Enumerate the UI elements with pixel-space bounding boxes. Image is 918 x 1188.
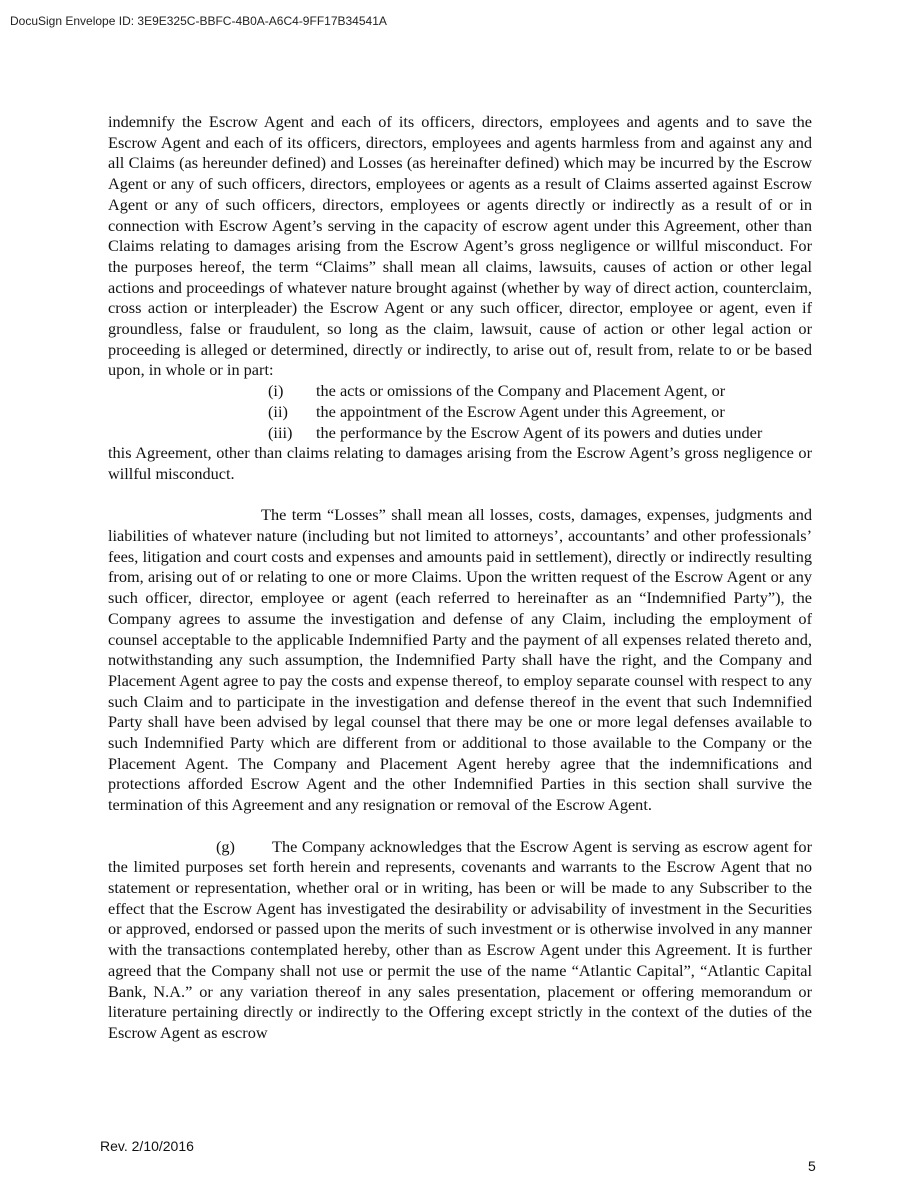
list-item-text: the appointment of the Escrow Agent under this Agreement, or <box>316 401 725 421</box>
list-item-number: (iii) <box>268 422 293 442</box>
list-item-ii <box>108 402 812 423</box>
claims-continuation: this Agreement, other than claims relating to damages arising from the Escrow Agent’s gross negligence or willful misconduct. <box>108 443 812 483</box>
envelope-id: DocuSign Envelope ID: 3E9E325C-BBFC-4B0A-A6C4-9FF17B34541A <box>10 14 387 28</box>
list-item-text: the acts or omissions of the Company and Placement Agent, or <box>316 381 726 401</box>
page-number: 5 <box>808 1158 816 1174</box>
list-item-number: (ii) <box>268 401 288 421</box>
list-item-text: the performance by the Escrow Agent of its powers and duties under <box>316 422 763 442</box>
list-item-i <box>108 381 812 402</box>
losses-paragraph: The term “Losses” shall mean all losses, costs, damages, expenses, judgments and liabilities of whatever nature (including but not limited to attorneys’, accountants’ and other professionals’ fees, litigation and court costs and expenses and amounts paid in settlement), directly or indirectly resulting from, arising out of or relating to one or more Claims. Upon the written request of the Escrow Agent or any such officer, director, employee or agent (each referred to hereinafter as an “Indemnified Party”), the Company agrees to assume the investigation and defense of any Claim, including the employment of counsel acceptable to the applicable Indemnified Party and the payment of all expenses related thereto and, notwithstanding any such assumption, the Indemnified Party shall have the right, and the Company and Placement Agent agree to pay the costs and expense thereof, to employ separate counsel with respect to any such Claim and to participate in the investigation and defense thereof in the event that such Indemnified Party shall have been advised by legal counsel that there may be one or more legal defenses available to such Indemnified Party which are different from or additional to those available to the Company or the Placement Agent. The Company and Placement Agent hereby agree that the indemnifications and protections afforded Escrow Agent and the other Indemnified Parties in this section shall survive the termination of this Agreement and any resignation or removal of the Escrow Agent. <box>108 505 812 815</box>
section-g-text: The Company acknowledges that the Escrow Agent is serving as escrow agent for the limited purposes set forth herein and represents, covenants and warrants to the Escrow Agent that no statement or representation, whether oral or in writing, has been or will be made to any Subscriber to the effect that the Escrow Agent has investigated the desirability or advisability of investment in the Securities or approved, endorsed or passed upon the merits of such investment or is otherwise involved in any manner with the transactions contemplated hereby, other than as Escrow Agent under this Agreement. It is further agreed that the Company shall not use or permit the use of the name “Atlantic Capital”, “Atlantic Capital Bank, N.A.” or any variation thereof in any sales presentation, placement or offering memorandum or literature pertaining directly or indirectly to the Offering except strictly in the context of the duties of the Escrow Agent as escrow <box>108 836 812 1042</box>
section-g-label: (g) <box>216 836 235 856</box>
list-item-iii <box>108 423 812 444</box>
section-g-paragraph <box>108 837 812 1044</box>
document-body <box>108 112 812 1044</box>
list-item-number: (i) <box>268 381 284 401</box>
revision-date: Rev. 2/10/2016 <box>100 1138 194 1154</box>
indemnification-paragraph: indemnify the Escrow Agent and each of its officers, directors, employees and agents and to save the Escrow Agent and each of its officers, directors, employees and agents harmless from and against any and all Claims (as hereunder defined) and Losses (as hereinafter defined) which may be incurred by the Escrow Agent or any of such officers, directors, employees or agents as a result of Claims asserted against Escrow Agent or any of such officers, directors, employees or agents directly or indirectly as a result of or in connection with Escrow Agent’s serving in the capacity of escrow agent under this Agreement, other than Claims relating to damages arising from the Escrow Agent’s gross negligence or willful misconduct. For the purposes hereof, the term “Claims” shall mean all claims, lawsuits, causes of action or other legal actions and proceedings of whatever nature brought against (whether by way of direct action, counterclaim, cross action or interpleader) the Escrow Agent or any such officer, director, employee or agent, even if groundless, false or fraudulent, so long as the claim, lawsuit, cause of action or other legal action or proceeding is alleged or determined, directly or indirectly, to arise out of, result from, relate to or be based upon, in whole or in part: <box>108 112 812 380</box>
